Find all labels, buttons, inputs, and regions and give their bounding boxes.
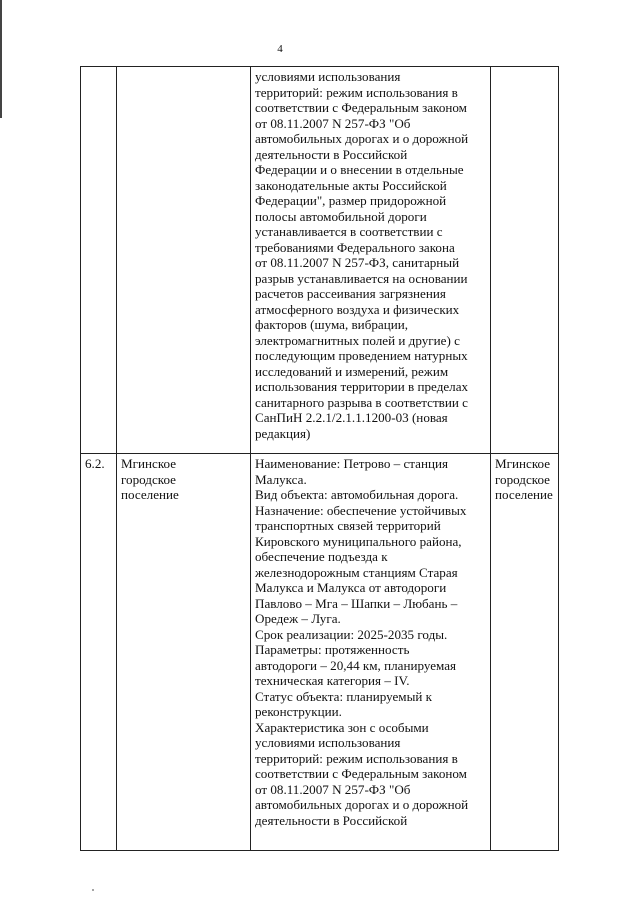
text-line: расчетов рассеивания загрязнения <box>255 286 446 301</box>
text-line: Характеристика зон с особыми <box>255 719 429 735</box>
scan-edge-line <box>0 0 2 118</box>
text-line: Наименование: Петрово – станция <box>255 456 449 471</box>
text-line: атмосферного воздуха и физических <box>255 301 460 317</box>
text-line: Срок реализации: 2025-2035 годы. <box>255 626 448 642</box>
text-line: обеспечение подъезда к <box>255 549 388 564</box>
text-line: редакция) <box>255 425 311 441</box>
text-line: деятельности в Российской <box>255 812 408 828</box>
scan-speck <box>92 889 94 891</box>
text-line: соответствии с Федеральным законом <box>255 100 467 115</box>
text-line: от 08.11.2007 N 257-ФЗ "Об <box>255 115 411 131</box>
text-line: санитарного разрыва в соответствии с <box>255 394 468 410</box>
description-cell <box>251 454 491 851</box>
page-number: 4 <box>277 43 283 55</box>
text-line: требованиями Федерального закона <box>255 239 455 255</box>
text-line: деятельности в Российской <box>255 146 408 162</box>
text-line: Статус объекта: планируемый к <box>255 688 433 704</box>
text-line: Мгинское <box>495 456 551 471</box>
text-line: Оредеж – Луга. <box>255 611 341 626</box>
text-line: железнодорожным станциям Старая <box>255 564 458 580</box>
text-line: устанавливается в соответствии с <box>255 224 443 239</box>
text-line: законодательные акты Российской <box>255 177 447 193</box>
text-line: СанПиН 2.2.1/2.1.1.1200-03 (новая <box>255 410 448 425</box>
location-cell <box>491 454 559 851</box>
text-line: условиями использования <box>255 735 401 750</box>
text-line: условиями использования <box>255 69 401 84</box>
text-line: Кировского муниципального района, <box>255 533 462 549</box>
settlement-cell <box>117 67 251 454</box>
text-line: Федерации и о внесении в отдельные <box>255 162 464 177</box>
text-line: Малукса и Малукса от автодороги <box>255 580 447 595</box>
row-number-cell: 6.2. <box>81 454 117 851</box>
text-line: Федерации", размер придорожной <box>255 193 447 208</box>
text-line: Назначение: обеспечение устойчивых <box>255 502 467 518</box>
text-line: территорий: режим использования в <box>255 84 458 100</box>
text-line: поселение <box>121 487 179 502</box>
table-row <box>81 67 559 454</box>
text-line: Вид объекта: автомобильная дорога. <box>255 487 459 502</box>
text-line: факторов (шума, вибрации, <box>255 317 409 332</box>
text-line: автомобильных дорогах и о дорожной <box>255 131 469 146</box>
row-number-cell <box>81 67 117 454</box>
document-table <box>80 66 559 851</box>
text-line: разрыв устанавливается на основании <box>255 270 468 286</box>
text-line: реконструкции. <box>255 704 342 719</box>
table-row <box>81 454 559 851</box>
text-line: транспортных связей территорий <box>255 518 441 533</box>
text-line: автомобильных дорогах и о дорожной <box>255 797 469 812</box>
text-line: Малукса. <box>255 471 307 487</box>
text-line: Параметры: протяженность <box>255 642 410 657</box>
text-line: полосы автомобильной дороги <box>255 208 427 224</box>
text-line: Павлово – Мга – Шапки – Любань – <box>255 595 458 611</box>
settlement-cell <box>117 454 251 851</box>
text-line: электромагнитных полей и другие) с <box>255 332 460 348</box>
text-line: городское <box>121 471 176 487</box>
text-line: Мгинское <box>121 456 177 471</box>
text-line: автодороги – 20,44 км, планируемая <box>255 657 457 673</box>
text-line: исследований и измерений, режим <box>255 363 449 379</box>
text-line: от 08.11.2007 N 257-ФЗ "Об <box>255 781 411 797</box>
text-line: поселение <box>495 487 553 502</box>
text-line: городское <box>495 471 550 487</box>
location-cell <box>491 67 559 454</box>
text-line: последующим проведением натурных <box>255 348 468 363</box>
text-line: соответствии с Федеральным законом <box>255 766 467 781</box>
description-cell <box>251 67 491 454</box>
text-line: техническая категория – IV. <box>255 673 410 688</box>
text-line: территорий: режим использования в <box>255 750 458 766</box>
text-line: использования территории в пределах <box>255 379 469 394</box>
text-line: от 08.11.2007 N 257-ФЗ, санитарный <box>255 255 460 270</box>
